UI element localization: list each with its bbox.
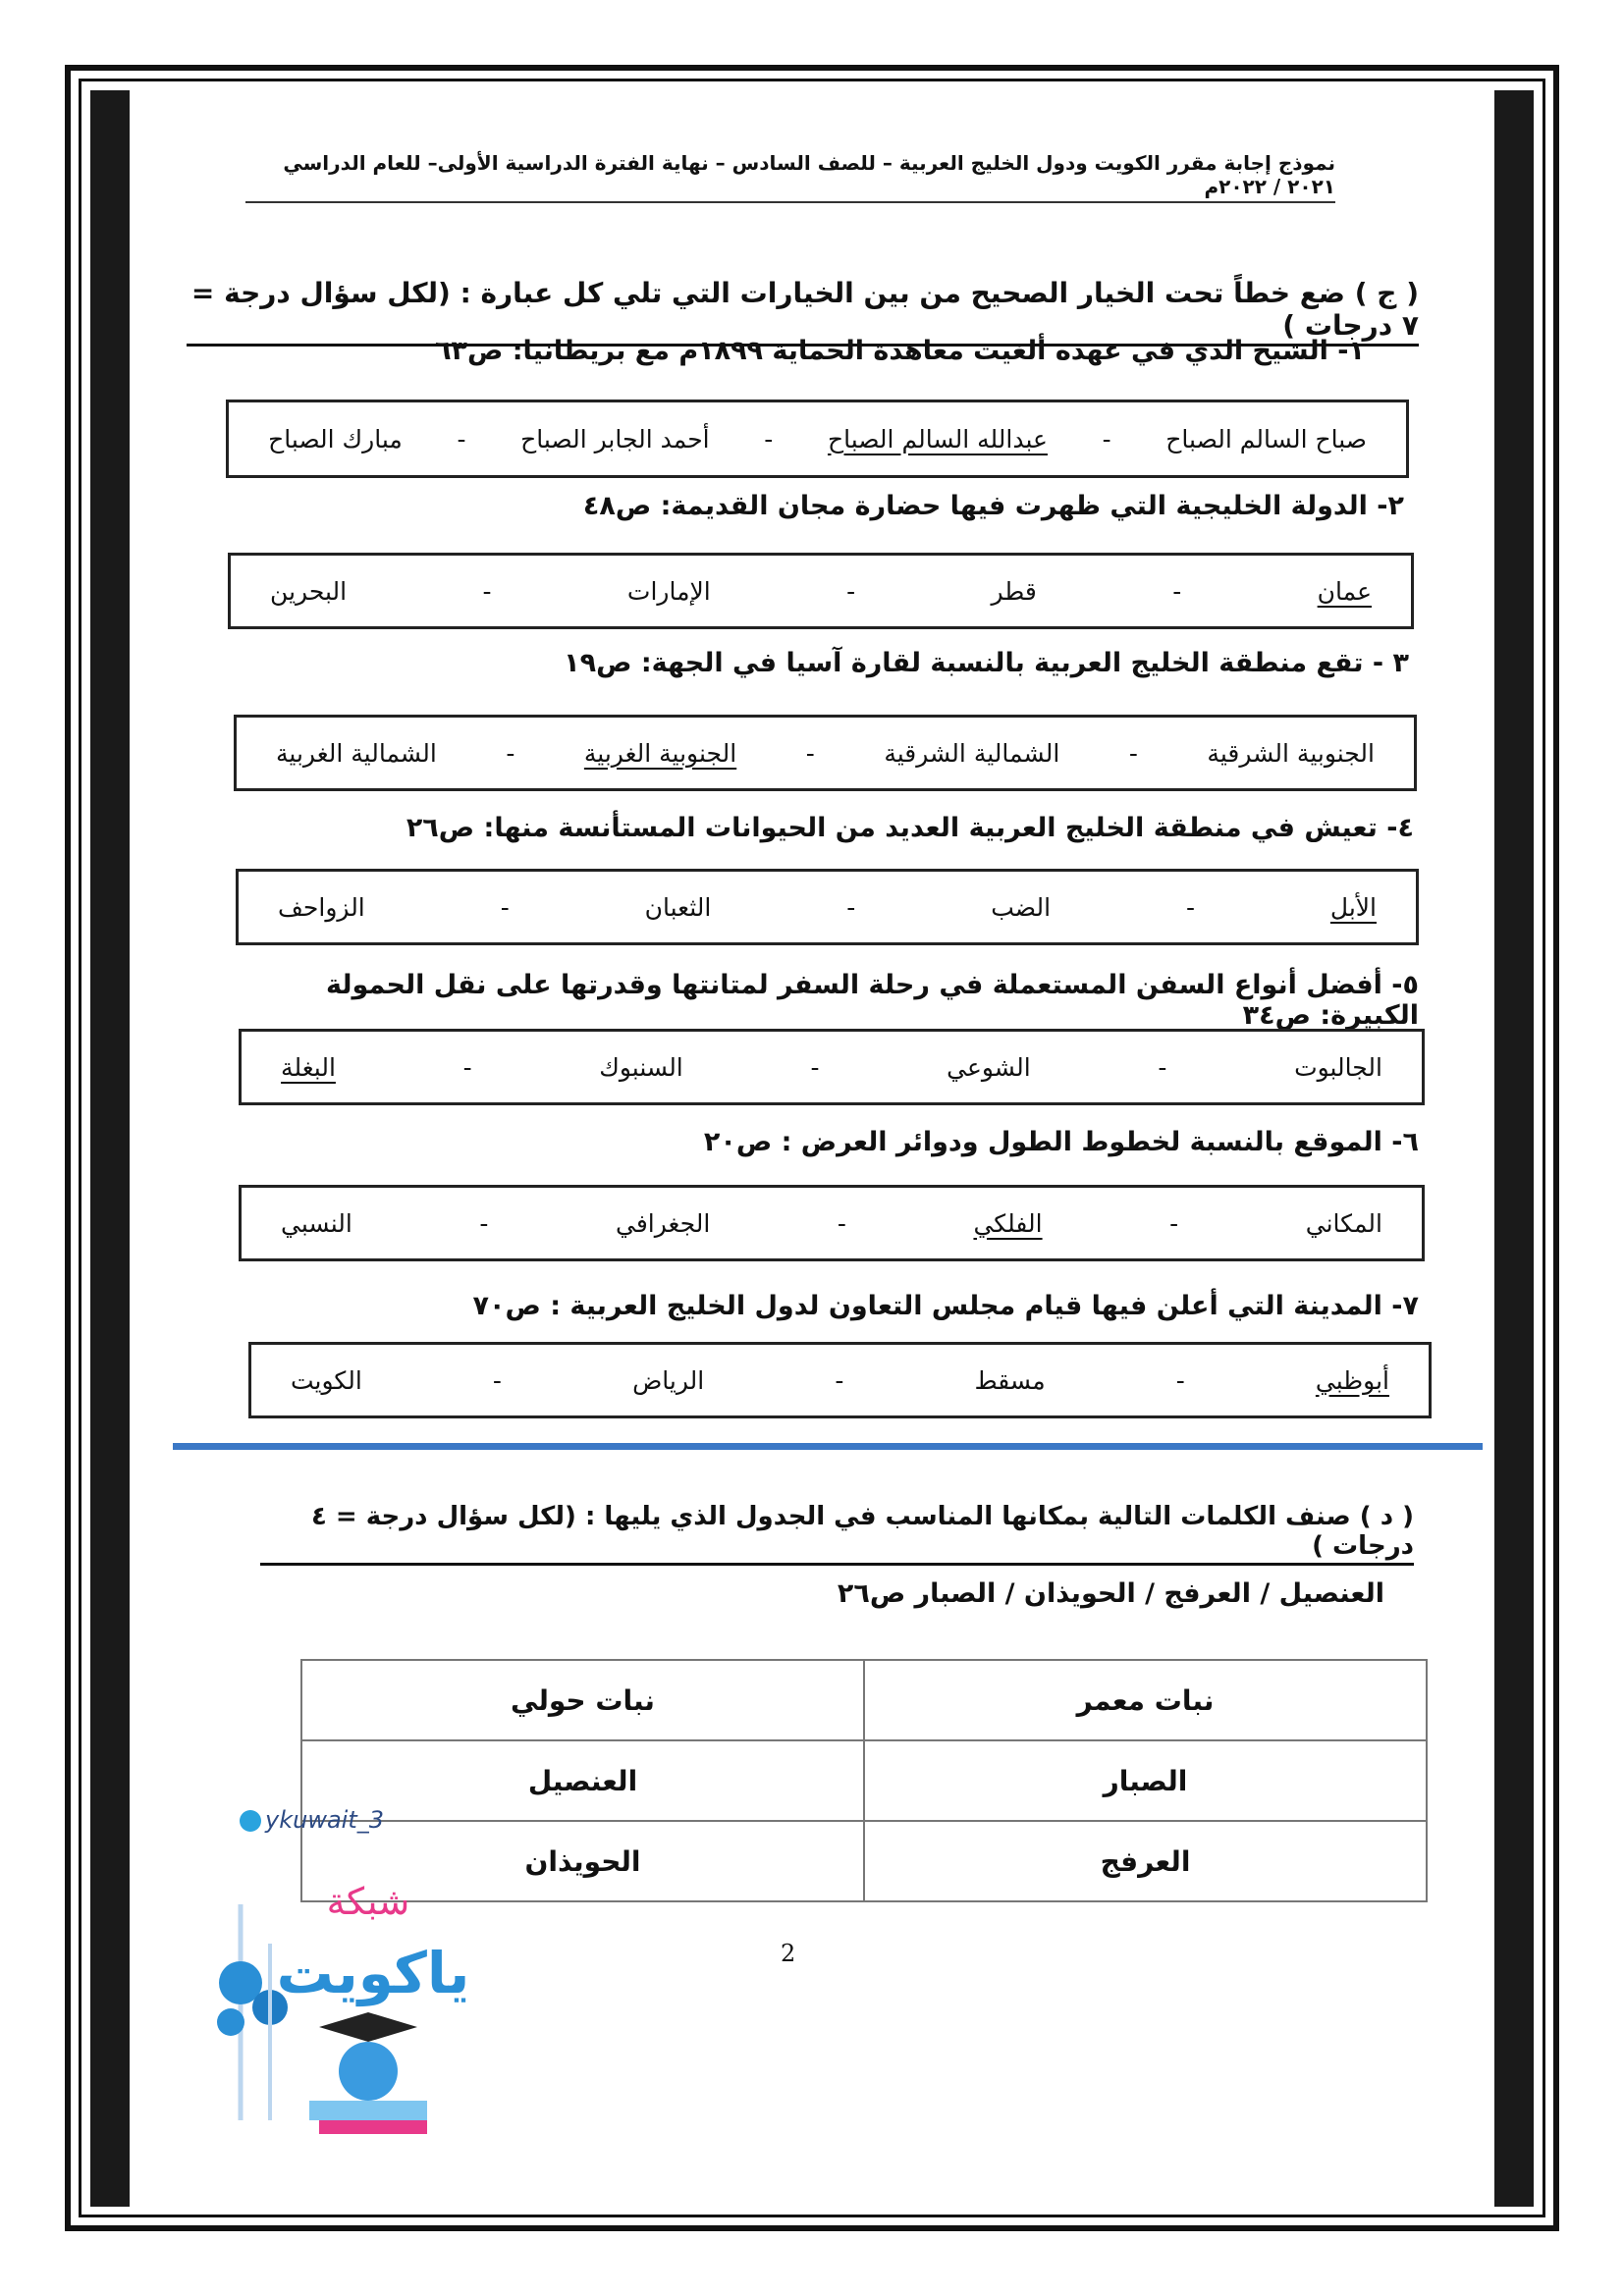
option: الجنوبية الشرقية [1207,738,1375,768]
telegram-icon [240,1810,261,1832]
left-border-bar [90,90,130,2207]
telegram-handle: ykuwait_3 [265,1806,384,1834]
question-3-text: ٣ - تقع منطقة الخليج العربية بالنسبة لقارة آسيا في الجهة: ص١٩ [564,648,1409,678]
table-header-perennial: نبات معمر [864,1660,1427,1740]
question-7-text: ٧- المدينة التي أعلن فيها قيام مجلس التعاون لدول الخليج العربية : ص٧٠ [472,1291,1419,1321]
option-separator: - [764,424,774,454]
question-4-text: ٤- تعيش في منطقة الخليج العربية العديد من الحيوانات المستأنسة منها: ص٢٦ [406,813,1414,843]
option-separator: - [846,576,856,606]
option: الشمالية الشرقية [884,738,1060,768]
graduation-cap-icon [309,2012,427,2134]
correct-option: عمان [1317,576,1372,606]
option-separator: - [479,1208,489,1238]
option: الجالبوت [1294,1052,1382,1082]
option-separator: - [846,892,856,922]
option-separator: - [1102,424,1111,454]
right-border-bar [1494,90,1534,2207]
correct-option: عبدالله السالم الصباح [827,424,1048,454]
table-header-annual: نبات حولي [301,1660,864,1740]
page-number: 2 [781,1940,796,1967]
question-1-options [226,400,1409,478]
option-separator: - [482,576,492,606]
table-cell: الصبار [864,1740,1427,1821]
table-cell: العرفج [864,1821,1427,1901]
option: الشمالية الغربية [276,738,437,768]
question-7-options [248,1342,1432,1418]
option: قطر [991,576,1037,606]
option: الكويت [291,1365,362,1395]
question-5-options [239,1029,1425,1105]
option-separator: - [837,1208,846,1238]
option-separator: - [1128,738,1138,768]
option: الإمارات [626,576,711,606]
correct-option: الفلكي [973,1208,1043,1238]
option-separator: - [835,1365,844,1395]
table-cell: العنصيل [301,1740,864,1821]
option: صباح السالم الصباح [1165,424,1367,454]
option-separator: - [457,424,466,454]
correct-option: البغلة [281,1052,336,1082]
option-separator: - [462,1052,472,1082]
question-6-options [239,1185,1425,1261]
option: الجغرافي [616,1208,711,1238]
option-separator: - [810,1052,820,1082]
question-2-options [228,553,1414,629]
document-header: نموذج إجابة مقرر الكويت ودول الخليج العربية – للصف السادس – نهاية الفترة الدراسية الأولى– للعام الدراسي ٢٠٢١ / ٢٠٢٢م [245,151,1335,203]
word-list: العنصيل / العرفج / الحويذان / الصبار ص٢٦ [837,1578,1384,1609]
table-header-row [301,1660,1427,1740]
option-separator: - [1169,1208,1179,1238]
option-separator: - [1185,892,1195,922]
option: المكاني [1305,1208,1382,1238]
option: البحرين [270,576,348,606]
question-5-text: ٥- أفضل أنواع السفن المستعملة في رحلة السفر لمتانتها وقدرتها على نقل الحمولة الكبيرة: ص٣٤ [325,970,1419,1031]
question-6-text: ٦- الموقع بالنسبة لخطوط الطول ودوائر العرض : ص٢٠ [703,1127,1419,1157]
logo-text-main: ياكويت [276,1940,470,2006]
logo-text-top: شبكة [326,1880,410,1923]
correct-option: الأبل [1329,892,1377,922]
option: النسبي [281,1208,352,1238]
question-3-options [234,715,1417,791]
section-d-title: ( د ) صنف الكلمات التالية بمكانها المناسب في الجدول الذي يليها : (لكل سؤال درجة = ٤ درجات ) [260,1502,1414,1566]
option: الضب [991,892,1052,922]
question-1-text: ١- الشيخ الذي في عهده ألغيت معاهدة الحماية ١٨٩٩م مع بريطانيا: ص٦٣ [435,336,1365,366]
correct-option: أبوظبي [1315,1365,1389,1395]
option-separator: - [805,738,815,768]
option: الزواحف [278,892,365,922]
option-separator: - [506,738,515,768]
option: الرياض [632,1365,705,1395]
option: مسقط [974,1365,1046,1395]
section-divider [173,1443,1483,1450]
option-separator: - [1158,1052,1167,1082]
option: أحمد الجابر الصباح [520,424,710,454]
correct-option: الجنوبية الغربية [583,738,737,768]
question-2-text: ٢- الدولة الخليجية التي ظهرت فيها حضارة مجان القديمة: ص٤٨ [582,491,1404,521]
option-separator: - [1175,1365,1185,1395]
table-row [301,1740,1427,1821]
option: السنبوك [599,1052,683,1082]
option: مبارك الصباح [268,424,403,454]
option-separator: - [500,892,510,922]
option: الشوعي [947,1052,1031,1082]
telegram-watermark [240,1806,384,1834]
option-separator: - [1172,576,1182,606]
option: الثعبان [644,892,712,922]
option-separator: - [492,1365,502,1395]
table-cell: الحويذان [301,1821,864,1901]
question-4-options [236,869,1419,945]
ykuwait-logo [201,1865,496,2169]
section-c-title: ( ج ) ضع خطاً تحت الخيار الصحيح من بين الخيارات التي تلي كل عبارة : (لكل سؤال درجة = ٧ درجات ) [187,277,1419,347]
kuwait-towers-icon [217,1904,288,2120]
